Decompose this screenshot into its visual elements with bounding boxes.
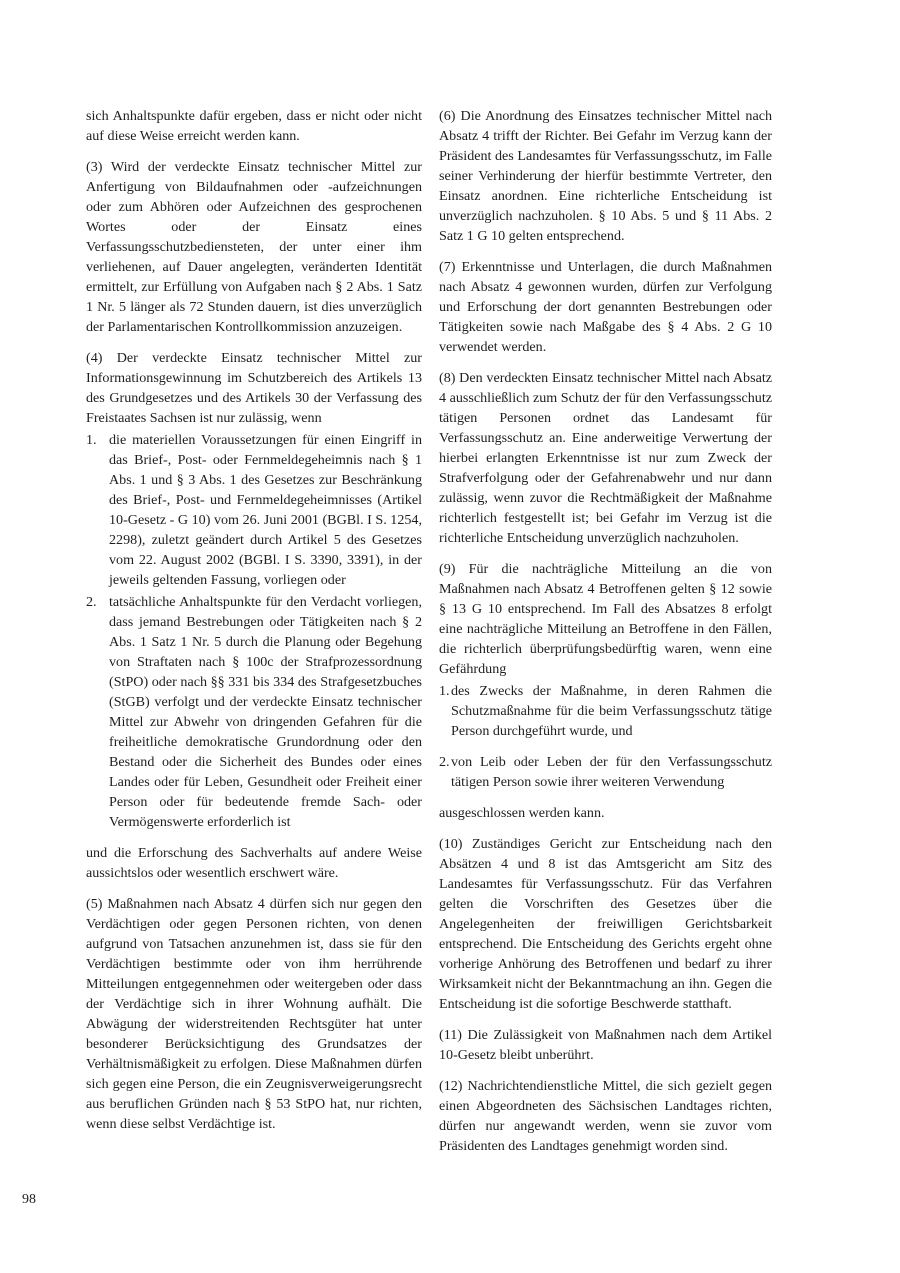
list-item-text: tatsächliche Anhaltspunkte für den Verdacht vorliegen, dass jemand Bestrebungen oder Tätigkeiten nach § 2 Abs. 1 Satz 1 Nr. 5 durch die Planung oder Begehung von Straftaten nach § 100c der Strafprozessordnung (StPO) oder nach §§ 331 bis 334 des Strafgesetzbuches (StGB) verfolgt und der verdeckte Einsatz technischer Mittel zur Abwehr von dringenden Gefahren für die freiheitliche demokratische Grundordnung oder den Bestand oder die Sicherheit des Bundes oder eines Landes oder für Leben, Gesundheit oder Freiheit einer Person oder für bedeutende fremde Sach- oder Vermögenswerte erforderlich ist [109, 594, 422, 830]
left-text-column [86, 106, 422, 1145]
list-item-number: 2. [439, 754, 450, 770]
list-item-text: von Leib oder Leben der für den Verfassungsschutz tätigen Person sowie ihrer weiteren Verwendung [451, 754, 772, 790]
list-item [86, 592, 422, 832]
paragraph-12: (12) Nachrichtendienstliche Mittel, die sich gezielt gegen einen Abgeordneten des Sächsischen Landtages richten, dürfen nur angewandt werden, wenn sie zuvor vom Präsidenten des Landtages genehmigt worden sind. [439, 1078, 772, 1154]
paragraph-9-list [439, 681, 772, 792]
list-item-text: des Zwecks der Maßnahme, in deren Rahmen die Schutzmaßnahme für die beim Verfassungsschutz tätige Person durchgeführt wurde, und [451, 683, 772, 739]
list-item [86, 430, 422, 590]
list-item-text: die materiellen Voraussetzungen für einen Eingriff in das Brief-, Post- oder Fernmeldegeheimnis nach § 1 Abs. 1 und § 3 Abs. 1 des Gesetzes zur Beschränkung des Brief-, Post- und Fernmeldegeheimnisses (Artikel 10-Gesetz - G 10) vom 26. Juni 2001 (BGBl. I S. 1254, 2298), zuletzt geändert durch Artikel 5 des Gesetzes vom 22. August 2002 (BGBl. I S. 3390, 3391), in der jeweils geltenden Fassung, vorliegen oder [109, 432, 422, 588]
paragraph-7: (7) Erkenntnisse und Unterlagen, die durch Maßnahmen nach Absatz 4 gewonnen wurden, dürfen zur Verfolgung und Erforschung der dort genannten Bestrebungen oder Tätigkeiten sowie nach Maßgabe des § 4 Abs. 2 G 10 verwendet werden. [439, 259, 772, 355]
paragraph-4-tail: und die Erforschung des Sachverhalts auf andere Weise aussichtslos oder wesentlich erschwert wäre. [86, 845, 422, 881]
paragraph-9: (9) Für die nachträgliche Mitteilung an die von Maßnahmen nach Absatz 4 Betroffenen gelten § 12 sowie § 13 G 10 entsprechend. Im Fall des Absatzes 8 erfolgt eine nachträgliche Mitteilung an Betroffene in den Fällen, die richterlich überprüfungsbedürftig waren, wenn eine Gefährdung [439, 561, 772, 677]
paragraph-8: (8) Den verdeckten Einsatz technischer Mittel nach Absatz 4 ausschließlich zum Schutz der für den Verfassungsschutz tätigen Personen ordnet das Landesamt für Verfassungsschutz an. Eine anderweitige Verwertung der hierbei erlangten Erkenntnisse ist nur zum Zweck der Strafverfolgung oder der Gefahrenabwehr und nur dann zulässig, wenn zuvor die Rechtmäßigkeit der Maßnahme richterlich festgestellt ist; bei Gefahr im Verzug ist die richterliche Entscheidung unverzüglich nachzuholen. [439, 370, 772, 546]
list-item-number: 1. [86, 432, 97, 448]
page-number: 98 [22, 1192, 36, 1207]
paragraph-3: (3) Wird der verdeckte Einsatz technischer Mittel zur Anfertigung von Bildaufnahmen oder -aufzeichnungen oder zum Abhören oder Aufzeichnen des gesprochenen Wortes oder der Einsatz eines Verfassungsschutzbediensteten, der unter einer ihm verliehenen, auf Dauer angelegten, veränderten Identität ermittelt, zur Erfüllung von Aufgaben nach § 2 Abs. 1 Satz 1 Nr. 5 länger als 72 Stunden dauern, ist dies unverzüglich der Parlamentarischen Kontrollkommission anzuzeigen. [86, 159, 422, 335]
paragraph-10: (10) Zuständiges Gericht zur Entscheidung nach den Absätzen 4 und 8 ist das Amtsgericht am Sitz des Landesamtes für Verfassungsschutz. Für das Verfahren gelten die Vorschriften des Gesetzes über die Angelegenheiten der freiwilligen Gerichtsbarkeit entsprechend. Die Entscheidung des Gerichts ergeht ohne vorherige Anhörung des Betroffenen und bedarf zu ihrer Wirksamkeit nicht der Bekanntmachung an ihn. Gegen die Entscheidung ist die sofortige Beschwerde statthaft. [439, 836, 772, 1012]
paragraph-4-list [86, 430, 422, 832]
paragraph-9-tail: ausgeschlossen werden kann. [439, 805, 605, 821]
paragraph-11: (11) Die Zulässigkeit von Maßnahmen nach dem Artikel 10-Gesetz bleibt unberührt. [439, 1027, 772, 1063]
paragraph-4: (4) Der verdeckte Einsatz technischer Mittel zur Informationsgewinnung im Schutzbereich des Artikels 13 des Grundgesetzes und des Artikels 30 der Verfassung des Freistaates Sachsen ist nur zulässig, wenn [86, 350, 422, 426]
list-item [439, 681, 772, 741]
right-text-column [439, 106, 772, 1167]
paragraph-6: (6) Die Anordnung des Einsatzes technischer Mittel nach Absatz 4 trifft der Richter. Bei Gefahr im Verzug kann der Präsident des Landesamtes für Verfassungsschutz, im Falle seiner Verhinderung der hierfür bestimmte Vertreter, den Einsatz anordnen. Eine richterliche Entscheidung ist unverzüglich nachzuholen. § 10 Abs. 5 und § 11 Abs. 2 Satz 1 G 10 gelten entsprechend. [439, 108, 772, 244]
paragraph-continuation: sich Anhaltspunkte dafür ergeben, dass er nicht oder nicht auf diese Weise erreicht werden kann. [86, 108, 422, 144]
list-item-number: 2. [86, 594, 97, 610]
list-item-number: 1. [439, 683, 450, 699]
paragraph-5: (5) Maßnahmen nach Absatz 4 dürfen sich nur gegen den Verdächtigen oder gegen Personen richten, von denen aufgrund von Tatsachen anzunehmen ist, dass sie für den Verdächtigen bestimmte oder von ihm herrührende Mitteilungen entgegennehmen oder weitergeben oder dass der Verdächtige sich in ihrer Wohnung aufhält. Die Abwägung der widerstreitenden Rechtsgüter hat unter besonderer Berücksichtigung des Grundsatzes der Verhältnismäßigkeit zu erfolgen. Diese Maßnahmen dürfen sich gegen eine Person, die ein Zeugnisverweigerungsrecht aus beruflichen Gründen nach § 53 StPO hat, nur richten, wenn diese selbst Verdächtige ist. [86, 896, 422, 1132]
list-item [439, 752, 772, 792]
